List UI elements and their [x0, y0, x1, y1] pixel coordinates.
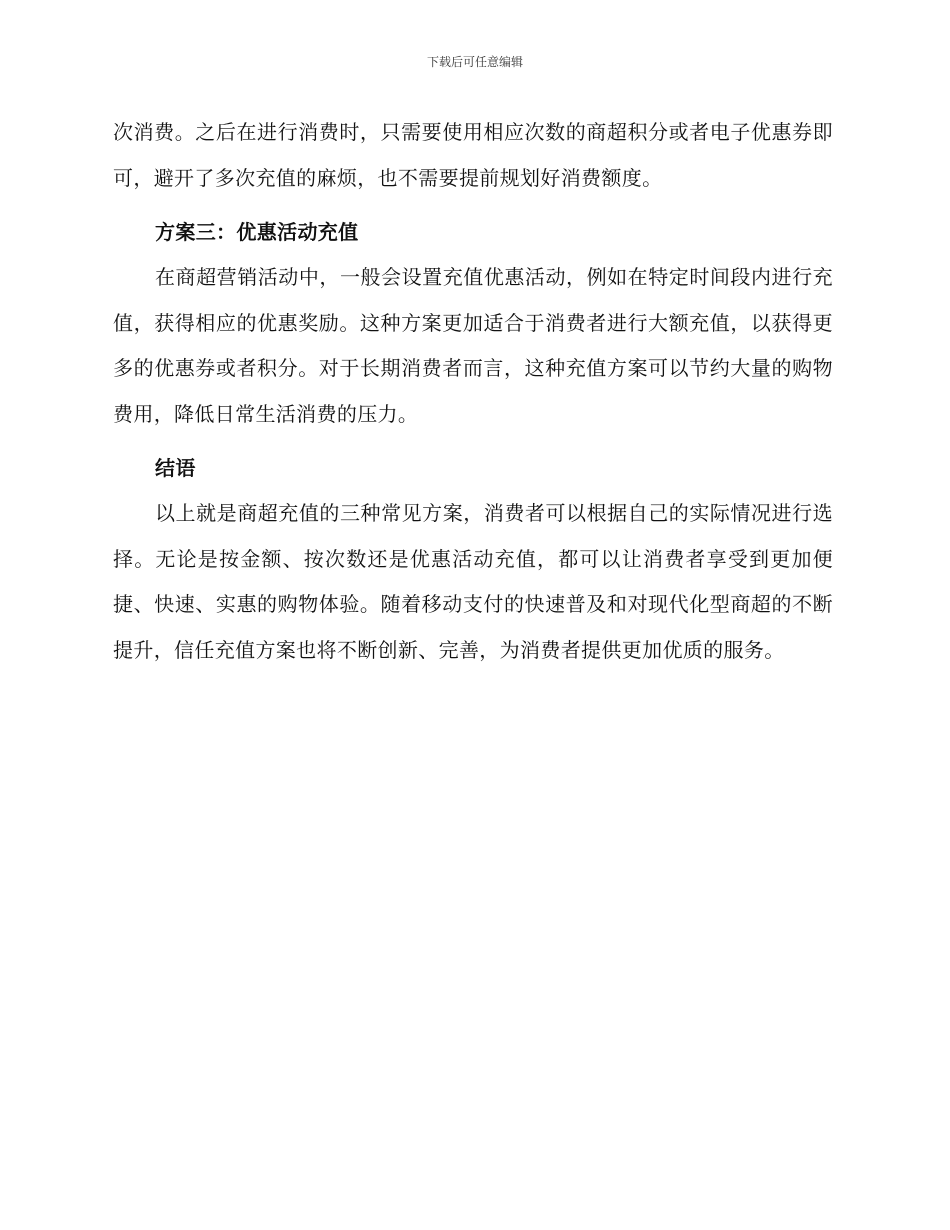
heading-plan-three: 方案三：优惠活动充值: [155, 220, 359, 244]
spacer: [113, 437, 833, 443]
spacer: [113, 201, 833, 207]
heading-conclusion: 结语: [155, 456, 196, 480]
paragraph-conclusion: 以上就是商超充值的三种常见方案，消费者可以根据自己的实际情况进行选择。无论是按金额、按次数还是优惠活动充值，都可以让消费者享受到更加便捷、快速、实惠的购物体验。随着移动支付的快速普及和对现代化型商超的不断提升，信任充值方案也将不断创新、完善，为消费者提供更加优质的服务。: [113, 501, 833, 662]
document-body: [113, 110, 833, 673]
header-note: 下载后可任意编辑: [426, 55, 523, 69]
paragraph-continuation: 次消费。之后在进行消费时，只需要使用相应次数的商超积分或者电子优惠券即可，避开了多次充值的麻烦，也不需要提前规划好消费额度。: [113, 120, 833, 190]
paragraph-plan-three: 在商超营销活动中，一般会设置充值优惠活动，例如在特定时间段内进行充值，获得相应的优惠奖励。这种方案更加适合于消费者进行大额充值，以获得更多的优惠券或者积分。对于长期消费者而言，这种充值方案可以节约大量的购物费用，降低日常生活消费的压力。: [113, 265, 833, 426]
